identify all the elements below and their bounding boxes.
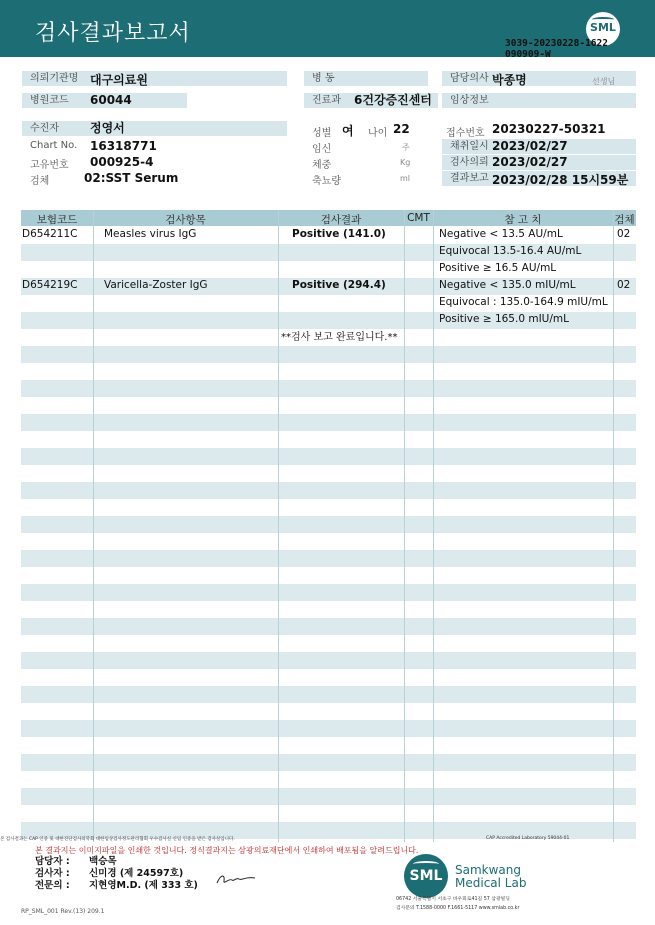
row1-result: Positive (141.0) (292, 228, 386, 240)
row1-ref-1: Negative < 13.5 AU/mL (439, 228, 563, 240)
row-stripe (21, 550, 636, 567)
row-stripe (21, 652, 636, 669)
requesting-org-label: 의뢰기관명 (22, 71, 287, 86)
report-title: 검사결과보고서 (35, 21, 191, 46)
dept-label: 진료과 (304, 93, 438, 108)
header-item: 검사항목 (165, 214, 206, 226)
collect-label: 채취일시 (442, 139, 636, 154)
row1-specimen: 02 (617, 228, 631, 240)
row-stripe (21, 380, 636, 397)
clinical-info-label: 임상정보 (442, 93, 636, 108)
receipt-no: 20230227-50321 (492, 122, 606, 136)
chart-label: Chart No. (30, 140, 78, 151)
collect-date: 2023/02/27 (492, 139, 568, 153)
cap-note: CAP Accredited Laboratory 59044-01 (486, 836, 570, 841)
row2-ref-1: Negative < 135.0 mIU/mL (439, 279, 576, 291)
lab-address: 06742 서울특별시 서초구 바우뫼로41길 57 삼광빌딩 (396, 897, 510, 902)
row1-item: Measles virus IgG (104, 228, 197, 240)
lab-name-2: Medical Lab (455, 876, 527, 890)
image-notice: 본 결과지는 이미지파일을 인쇄한 것입니다. 정식결과지는 삼광의료재단에서 인쇄하여 배포됨을 알려드립니다. (35, 846, 419, 855)
chart-no: 16318771 (90, 139, 157, 153)
request-date: 2023/02/27 (492, 155, 568, 169)
dept: 6건강증진센터 (354, 93, 432, 107)
lab-name-1: Samkwang (455, 863, 521, 877)
row1-code: D654211C (22, 228, 78, 240)
urine-label: 축뇨량 (312, 176, 341, 187)
report-date: 2023/02/28 15시59분 (492, 173, 629, 187)
row1-ref-3: Positive ≥ 16.5 AU/mL (439, 262, 557, 274)
row-stripe (21, 720, 636, 737)
results-table (21, 210, 636, 842)
row-stripe (21, 788, 636, 805)
specialist-name: 지현영M.D. (제 333 호) (89, 880, 198, 891)
header-specimen: 검체 (614, 214, 635, 226)
age: 22 (393, 122, 410, 136)
header-cmt: CMT (407, 212, 430, 224)
row2-specimen: 02 (617, 279, 631, 291)
tech-name: 백승목 (89, 856, 117, 867)
unique-no-label: 고유번호 (30, 160, 69, 171)
row2-ref-3: Positive ≥ 165.0 mIU/mL (439, 313, 569, 325)
form-id: RP_SML_001 Rev.(13) 209.1 (21, 908, 105, 915)
footer-disclaimer: 본 검사결과는 CAP 인증 및 대한진단검사의학회 대한임상검사정도관리협회 우수검사실 신임 인증을 받은 검사실입니다. (0, 837, 235, 842)
row-stripe (21, 414, 636, 431)
sex-label: 성별 (312, 128, 332, 139)
pregnancy-unit: 주 (402, 143, 410, 152)
hospital-code: 60044 (90, 93, 132, 107)
receipt-label: 접수번호 (446, 128, 485, 139)
header-code: 보험코드 (36, 214, 78, 226)
doctor: 박종명 (492, 73, 527, 87)
hospital-code-label: 병원코드 (22, 93, 187, 108)
inspector-name: 신미경 (제 24597호) (89, 868, 184, 879)
header-result: 검사결과 (320, 214, 362, 226)
row-stripe (21, 346, 636, 363)
row-stripe (21, 618, 636, 635)
pregnancy-label: 임신 (312, 144, 332, 155)
request-label: 검사의뢰 (442, 155, 636, 170)
row-stripe (21, 482, 636, 499)
inspector-label: 검사자 : (35, 868, 70, 879)
row-stripe (21, 584, 636, 601)
sex: 여 (342, 124, 354, 138)
specimen-label: 검체 (30, 176, 50, 187)
patient-name: 정영서 (90, 121, 125, 135)
age-label: 나이 (368, 128, 388, 139)
report-id: 3039-20230228-1622 090909-W (505, 38, 608, 60)
row-stripe (21, 686, 636, 703)
report-date-label: 결과보고 (442, 171, 636, 186)
row-stripe (21, 516, 636, 533)
row2-code: D654219C (22, 279, 78, 291)
weight-unit: Kg (400, 158, 411, 167)
requesting-org: 대구의료원 (90, 73, 148, 87)
lab-contact: 검사문의 T.1588-0000 F.1661-5117 www.smlab.co.kr (396, 906, 520, 911)
sml-logo-icon: SML (586, 12, 620, 46)
row-stripe (21, 448, 636, 465)
unique-no: 000925-4 (90, 155, 154, 169)
lab-logo-icon: SML (404, 854, 448, 898)
table-header (21, 210, 636, 226)
row2-item: Varicella-Zoster IgG (104, 279, 208, 291)
patient-label: 수진자 (22, 121, 287, 136)
row1-ref-2: Equivocal 13.5-16.4 AU/mL (439, 245, 582, 257)
doctor-label: 담당의사 (442, 71, 636, 86)
weight-label: 체중 (312, 160, 332, 171)
row2-result: Positive (294.4) (292, 279, 386, 291)
specialist-label: 전문의 : (35, 880, 70, 891)
row-stripe (21, 754, 636, 771)
row2-ref-2: Equivocal : 135.0-164.9 mIU/mL (439, 296, 608, 308)
doctor-suffix: 선생님 (592, 77, 616, 86)
report-complete-note: **검사 보고 완료입니다.** (281, 332, 398, 343)
signature-image (215, 872, 257, 886)
specimen: 02:SST Serum (84, 171, 179, 185)
header-reference: 참 고 치 (504, 214, 542, 226)
urine-unit: ml (400, 174, 411, 183)
tech-label: 담당자 : (35, 856, 70, 867)
ward-label: 병 동 (304, 71, 428, 86)
